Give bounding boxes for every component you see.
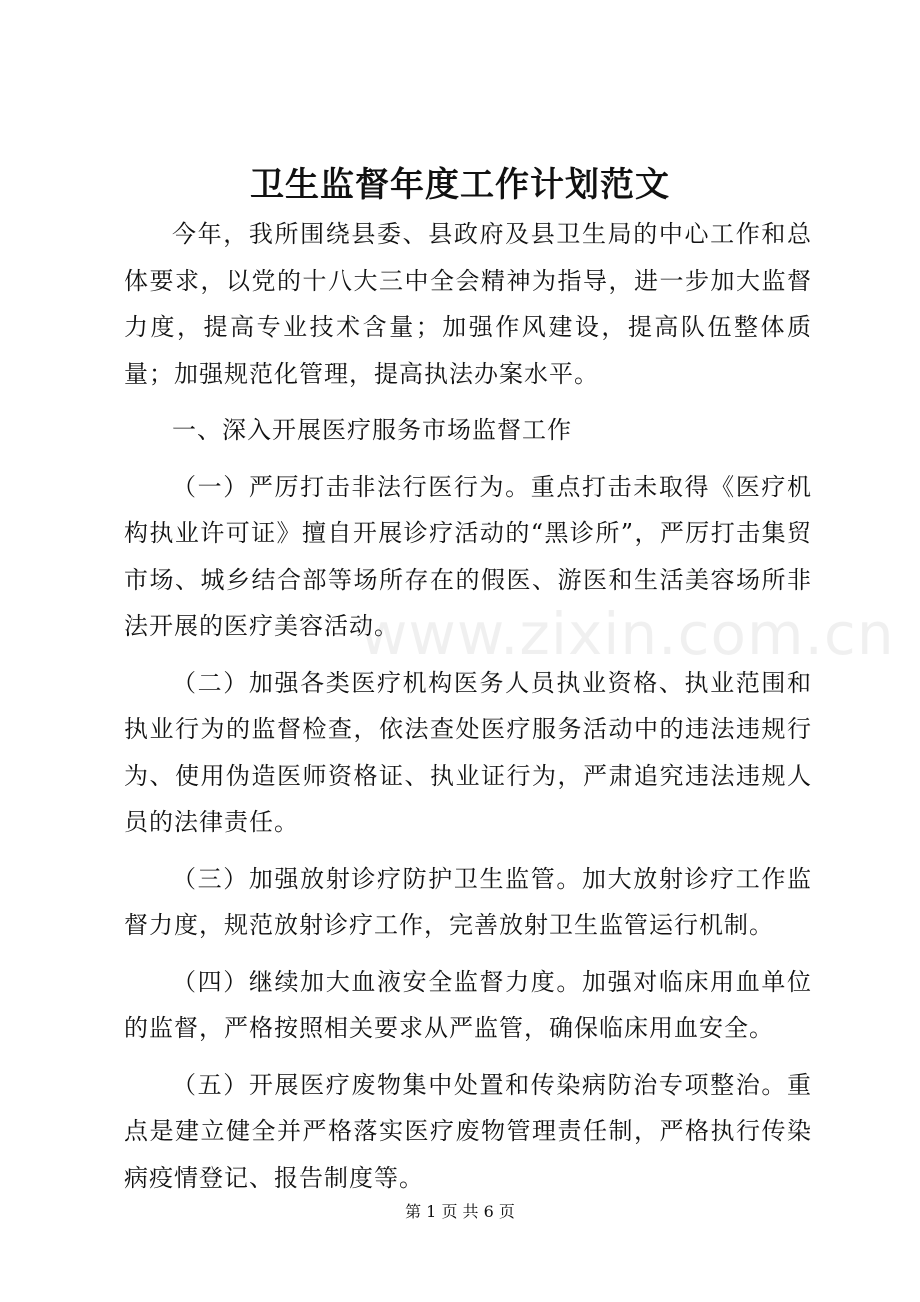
page-footer: 第 1 页 共 6 页: [405, 1202, 515, 1221]
document-body: [124, 211, 812, 1201]
paragraph-item-2: （二）加强各类医疗机构医务人员执业资格、执业范围和执业行为的监督检查，依法查处医疗服务活动中的违法违规行为、使用伪造医师资格证、执业证行为，严肃追究违法违规人员的法律责任。: [124, 668, 812, 836]
section-heading-1: 一、深入开展医疗服务市场监督工作: [172, 416, 572, 444]
document-title: 卫生监督年度工作计划范文: [250, 165, 670, 205]
paragraph-item-5: （五）开展医疗废物集中处置和传染病防治专项整治。重点是建立健全并严格落实医疗废物管理责任制，严格执行传染病疫情登记、报告制度等。: [124, 1070, 812, 1192]
paragraph-item-3: （三）加强放射诊疗防护卫生监管。加大放射诊疗工作监督力度，规范放射诊疗工作，完善放射卫生监管运行机制。: [124, 864, 812, 939]
paragraph-item-1: （一）严厉打击非法行医行为。重点打击未取得《医疗机构执业许可证》擅自开展诊疗活动的“黑诊所”，严厉打击集贸市场、城乡结合部等场所存在的假医、游医和生活美容场所非法开展的医疗美容活动。: [124, 472, 812, 640]
intro-paragraph: 今年，我所围绕县委、县政府及县卫生局的中心工作和总体要求，以党的十八大三中全会精神为指导，进一步加大监督力度，提高专业技术含量；加强作风建设，提高队伍整体质量；加强规范化管理，提高执法办案水平。: [124, 220, 812, 388]
watermark: www.zixin.com.cn: [360, 600, 895, 668]
paragraph-item-4: （四）继续加大血液安全监督力度。加强对临床用血单位的监督，严格按照相关要求从严监管，确保临床用血安全。: [124, 967, 812, 1042]
